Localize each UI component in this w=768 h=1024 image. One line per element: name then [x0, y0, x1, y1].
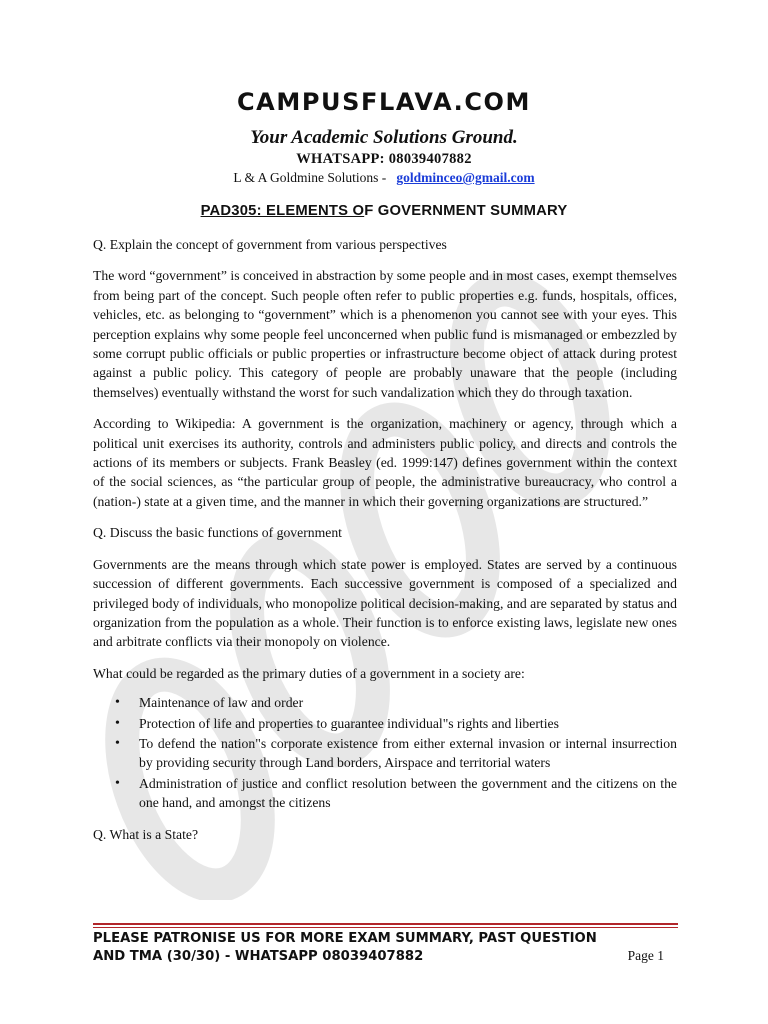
site-brand: CAMPUSFLAVA.COM: [236, 88, 532, 116]
footer-rule: [93, 923, 678, 925]
document-title: [0, 203, 768, 219]
document-body: [93, 235, 677, 856]
contact-prefix: L & A Goldmine Solutions -: [233, 170, 387, 185]
contact-line: [0, 170, 768, 186]
paragraph-4: What could be regarded as the primary duties of a government in a society are:: [93, 665, 525, 681]
paragraph-1: The word “government” is conceived in abstraction by some people and in most cases, exempt themselves from being part of the concept. Such people often refer to public properties e.g. funds, hospitals, offices, vehicles, etc. as belonging to “government” which is a phenomenon you cannot see with your eyes. This perception explains why some people feel unconcerned when public fund is mismanaged or embezzled by some corrupt public officials or public properties or infrastructure become object of attack during protest against a public policy. This category of people are probably unaware that the people (including themselves) eventually withstand the worst for such vandalization which they do through taxation.: [93, 268, 677, 400]
list-item: • To defend the nation"s corporate existence from either external invasion or internal insurrection by providing security through Land borders, Airspace and territorial waters: [139, 734, 677, 773]
question-1: Q. Explain the concept of government from various perspectives: [93, 237, 447, 252]
paragraph-3: Governments are the means through which state power is employed. States are served by a continuous succession of different governments. Each successive government is composed of a specialized and privileged body of individuals, who monopolize political decision-making, and are separated by status and organization from the population as a whole. Their function is to enforce existing laws, legislate new ones and arbitrate conflicts via their monopoly on violence.: [93, 556, 677, 650]
page-number: Page 1: [627, 948, 664, 963]
footer-line-1: PLEASE PATRONISE US FOR MORE EXAM SUMMARY, PAST QUESTION: [93, 931, 597, 946]
question-2: Q. Discuss the basic functions of government: [93, 525, 342, 541]
footer-notice: [93, 930, 678, 966]
whatsapp-number: WHATSAPP: 08039407882: [296, 151, 472, 167]
list-item: • Maintenance of law and order: [139, 693, 677, 712]
list-item: • Administration of justice and conflict resolution between the government and the citizens on the one hand, and amongst the citizens: [139, 774, 677, 813]
question-3: Q. What is a State?: [93, 826, 199, 842]
duties-list: [93, 693, 677, 812]
paragraph-2: According to Wikipedia: A government is the organization, machinery or agency, through which a political unit exercises its authority, controls and administers public policy, and directs and controls the actions of its members or subjects. Frank Beasley (ed. 1999:147) defines government within the context of the social sciences, as “the particular group of people, the administrative bureaucracy, who control a (nation-) state at a given time, and the manner in which their governing organizations are structured.”: [93, 416, 677, 509]
title-underlined-part: PAD305: ELEMENTS O: [200, 203, 365, 219]
title-rest-part: F GOVERNMENT SUMMARY: [364, 203, 568, 219]
contact-email-link[interactable]: goldminceo@gmail.com: [396, 170, 535, 185]
footer-line-2: AND TMA (30/30) - WHATSAPP 08039407882: [93, 949, 424, 964]
list-item: • Protection of life and properties to guarantee individual"s rights and liberties: [139, 714, 677, 733]
footer-rule-thin: [93, 927, 678, 928]
site-tagline: Your Academic Solutions Ground.: [250, 127, 518, 148]
